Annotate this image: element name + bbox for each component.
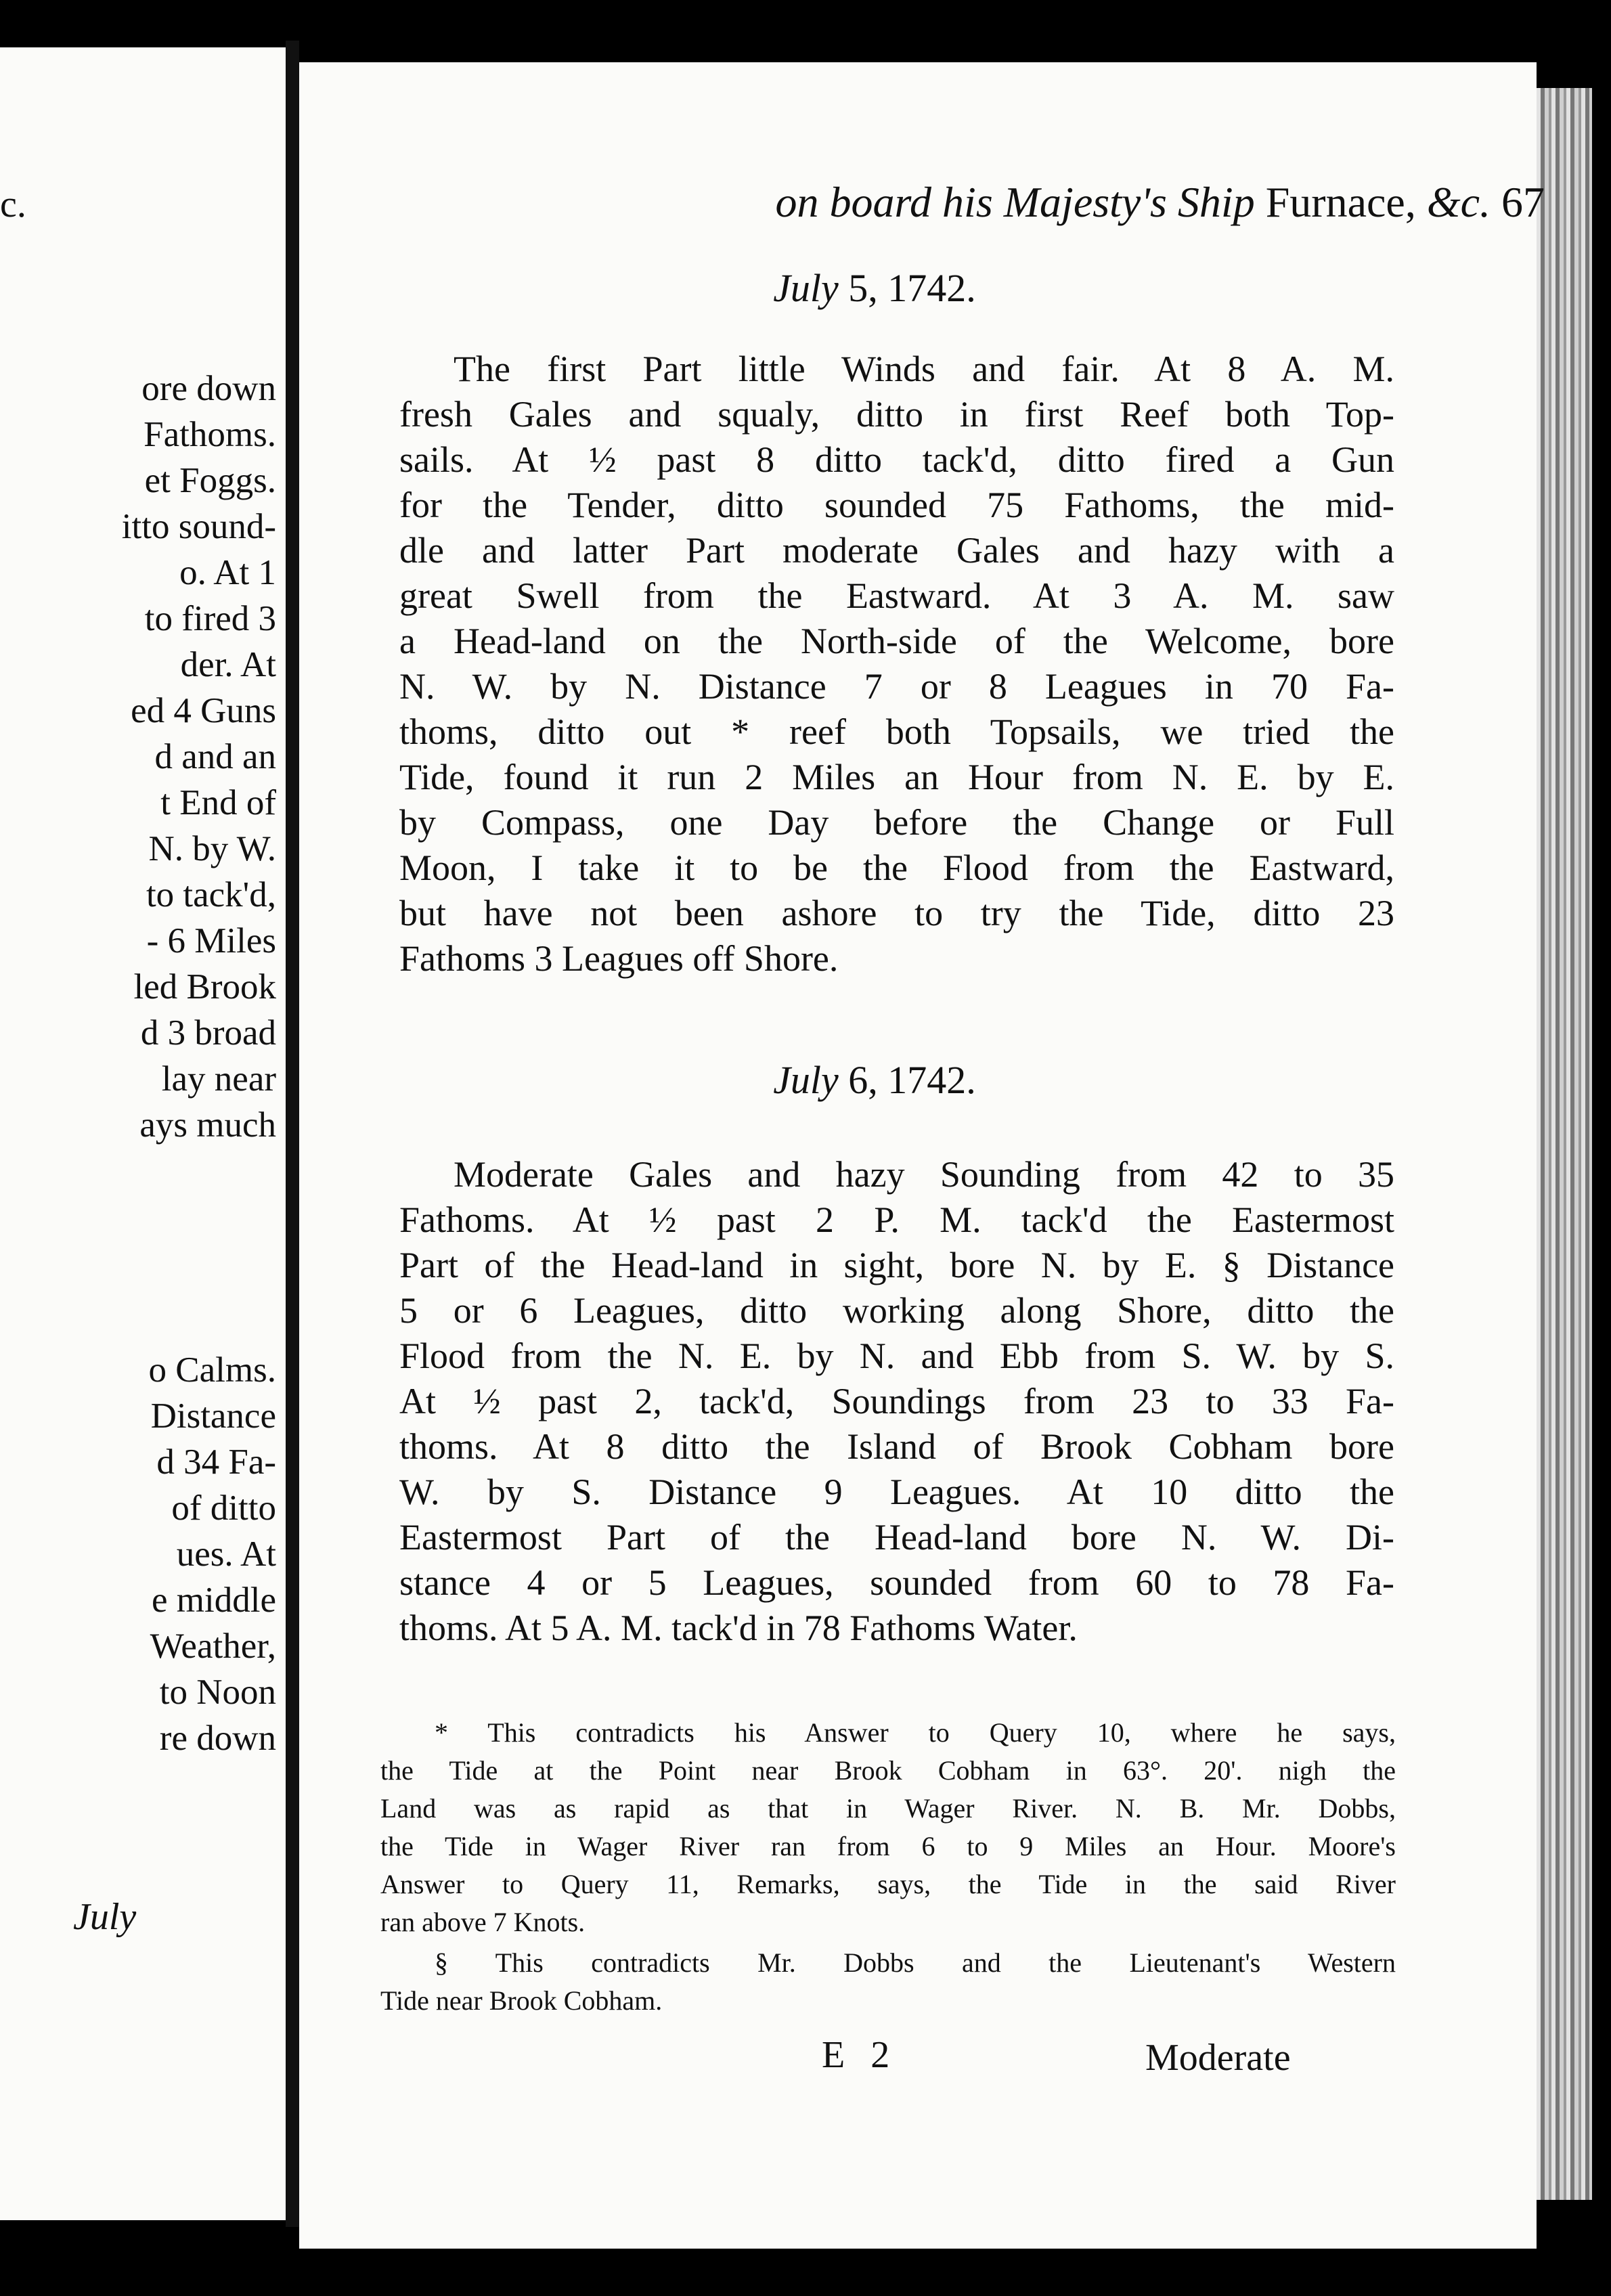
text-line: Fathoms 3 Leagues off Shore. (399, 938, 839, 979)
left-page-line: t End of (160, 783, 276, 822)
entry-date (299, 265, 1450, 311)
text-line: but have not been ashore to try the Tide, ditto 23 (399, 893, 1394, 933)
text-line: stance 4 or 5 Leagues, sounded from 60 to 78 Fa- (399, 1562, 1394, 1603)
left-page-line: Fathoms. (144, 415, 276, 454)
left-page (0, 47, 287, 2220)
book-gutter (286, 41, 299, 2227)
text-line: The first Part little Winds and fair. At 8 A. M. (454, 349, 1394, 389)
text-line: N. W. by N. Distance 7 or 8 Leagues in 70 Fa- (399, 666, 1394, 707)
left-page-fragment: c. (0, 183, 26, 225)
text-line: fresh Gales and squaly, ditto in first Reef both Top- (399, 394, 1394, 435)
entry-date (299, 1057, 1450, 1103)
text-line: great Swell from the Eastward. At 3 A. M. saw (399, 575, 1394, 616)
left-page-line: - 6 Miles (146, 921, 276, 961)
text-line: by Compass, one Day before the Change or Full (399, 802, 1394, 843)
left-page-line: re down (159, 1719, 276, 1758)
left-page-line: Weather, (150, 1627, 276, 1666)
text-line: At ½ past 2, tack'd, Soundings from 23 to 33 Fa- (399, 1381, 1394, 1421)
page-number: 67 (1501, 178, 1545, 226)
text-line: ran above 7 Knots. (380, 1907, 586, 1937)
text-line: thoms. At 8 ditto the Island of Brook Cobham bore (399, 1426, 1394, 1467)
text-line: thoms. At 5 A. M. tack'd in 78 Fathoms Water. (399, 1608, 1078, 1648)
footnote (380, 1944, 1396, 2020)
entry-text (399, 347, 1394, 981)
right-page (299, 62, 1545, 2249)
text-line: * This contradicts his Answer to Query 10, where he says, (435, 1717, 1396, 1748)
text-line: Fathoms. At ½ past 2 P. M. tack'd the Eastermost (399, 1199, 1394, 1240)
left-page-line: to fired 3 (144, 599, 276, 638)
left-page-line: o Calms. (148, 1350, 276, 1390)
text-line: Land was as rapid as that in Wager River. N. B. Mr. Dobbs, (380, 1793, 1396, 1824)
text-line: Tide, found it run 2 Miles an Hour from N. E. by E. (399, 757, 1394, 797)
entry-text (399, 1152, 1394, 1651)
text-line: Moon, I take it to be the Flood from the Eastward, (399, 847, 1394, 888)
text-line: the Tide in Wager River ran from 6 to 9 Miles an Hour. Moore's (380, 1831, 1396, 1861)
text-line: the Tide at the Point near Brook Cobham in 63°. 20'. nigh the (380, 1755, 1396, 1786)
text-line: § This contradicts Mr. Dobbs and the Lieutenant's Western (435, 1947, 1396, 1978)
text-line: Eastermost Part of the Head-land bore N. W. Di- (399, 1517, 1394, 1558)
left-page-line: ues. At (176, 1535, 276, 1574)
left-page-line: lay near (161, 1059, 276, 1099)
left-page-line: d and an (154, 737, 276, 776)
date-rest: 5, 1742. (848, 266, 976, 310)
left-page-line: ore down (141, 369, 276, 408)
left-catchword: July (73, 1896, 137, 1938)
text-line: Tide near Brook Cobham. (380, 1985, 663, 2016)
text-line: a Head-land on the North-side of the Welcome, bore (399, 621, 1394, 661)
text-line: 5 or 6 Leagues, ditto working along Shore, ditto the (399, 1290, 1394, 1331)
text-line: Part of the Head-land in sight, bore N. by E. § Distance (399, 1245, 1394, 1285)
text-line: thoms, ditto out * reef both Topsails, we tried the (399, 711, 1394, 752)
left-page-line: led Brook (133, 967, 276, 1007)
left-page-line: to Noon (159, 1673, 276, 1712)
text-line: W. by S. Distance 9 Leagues. At 10 ditto the (399, 1472, 1394, 1512)
running-head-italic: on board his Majesty's Ship (775, 178, 1255, 226)
date-month: July (773, 266, 839, 310)
date-rest: 6, 1742. (848, 1058, 976, 1102)
left-page-line: ays much (139, 1105, 276, 1145)
footnote (380, 1714, 1396, 1941)
text-line: Flood from the N. E. by N. and Ebb from S. W. by S. (399, 1335, 1394, 1376)
text-line: sails. At ½ past 8 ditto tack'd, ditto fired a Gun (399, 439, 1394, 480)
left-page-line: of ditto (171, 1488, 276, 1528)
text-line: dle and latter Part moderate Gales and hazy with a (399, 530, 1394, 571)
running-head (489, 177, 1545, 227)
text-line: for the Tender, ditto sounded 75 Fathoms, the mid- (399, 485, 1394, 525)
left-page-line: d 34 Fa- (156, 1442, 276, 1482)
date-month: July (773, 1058, 839, 1102)
left-page-line: d 3 broad (140, 1013, 276, 1053)
text-line: Moderate Gales and hazy Sounding from 42 to 35 (454, 1154, 1394, 1195)
left-page-line: Distance (150, 1396, 276, 1436)
running-head-roman: Furnace, (1265, 178, 1416, 226)
running-head-etc: &c. (1426, 178, 1491, 226)
left-page-line: e middle (152, 1581, 276, 1620)
left-page-line: itto sound- (121, 507, 276, 546)
left-page-line: to tack'd, (146, 875, 276, 914)
catchword: Moderate (1145, 2037, 1291, 2079)
left-page-line: o. At 1 (179, 553, 276, 592)
left-page-line: et Foggs. (144, 461, 276, 500)
left-page-line: ed 4 Guns (131, 691, 276, 730)
left-page-line: N. by W. (148, 829, 276, 868)
left-page-line: der. At (180, 645, 276, 684)
signature-mark: E 2 (822, 2034, 898, 2076)
text-line: Answer to Query 11, Remarks, says, the Tide in the said River (380, 1869, 1396, 1899)
